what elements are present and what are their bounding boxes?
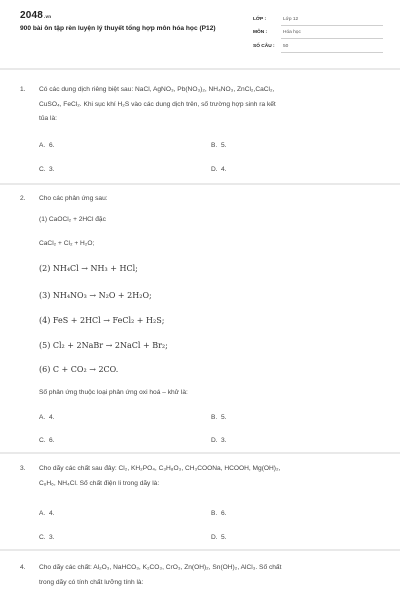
- class-value: Lớp 12: [283, 17, 299, 22]
- reaction-5: (5) Cl₂ + 2NaBr → 2NaCl + Br₂;: [39, 341, 168, 350]
- question-text-line: Cho dãy các chất sau đây: Cl₂, KH₂PO₄, C₃H₈O₃, CH₃COONa, HCOOH, Mg(OH)₂,: [39, 465, 281, 472]
- question-1: [20, 86, 382, 180]
- question-text: [39, 462, 382, 491]
- option-letter: B.: [211, 414, 218, 421]
- option-value: 5.: [221, 414, 227, 421]
- question-intro: Cho các phản ứng sau:: [39, 195, 108, 202]
- option-b[interactable]: [211, 142, 227, 149]
- option-value: 5.: [221, 142, 227, 149]
- option-b[interactable]: [211, 510, 227, 517]
- option-b[interactable]: [211, 414, 227, 421]
- question-number: 4.: [20, 564, 26, 571]
- subject-label: MÔN :: [253, 30, 268, 35]
- option-value: 3.: [221, 437, 227, 444]
- option-letter: A.: [39, 142, 46, 149]
- reaction-1-products: CaCl₂ + Cl₂ + H₂O;: [39, 240, 95, 247]
- question-text-line: CuSO₄, FeCl₂. Khi sục khí H₂S vào các dung dịch trên, số trường hợp sinh ra kết: [39, 100, 276, 108]
- question-3: [20, 465, 382, 545]
- logo-text: 2048: [20, 10, 44, 21]
- option-letter: B.: [211, 510, 218, 517]
- question-text-line: trong dãy có tính chất lưỡng tính là:: [39, 578, 144, 586]
- question-4: [20, 564, 382, 598]
- option-value: 4.: [221, 166, 227, 173]
- option-a[interactable]: [39, 414, 55, 421]
- reaction-2: (2) NH₄Cl → NH₃ + HCl;: [39, 264, 138, 273]
- reaction-6: (6) C + CO₂ → 2CO.: [39, 365, 119, 374]
- class-label: LỚP :: [253, 17, 267, 22]
- question-number: 3.: [20, 465, 26, 472]
- option-value: 3.: [49, 534, 55, 541]
- option-value: 6.: [49, 437, 55, 444]
- reaction-1: (1) CaOCl₂ + 2HCl đặc: [39, 216, 106, 223]
- subject-underline: [281, 38, 383, 39]
- option-letter: C.: [39, 166, 46, 173]
- option-value: 6.: [221, 510, 227, 517]
- class-field: [253, 17, 383, 27]
- class-underline: [281, 25, 383, 26]
- option-letter: A.: [39, 414, 46, 421]
- question-count-value: 50: [283, 44, 289, 49]
- question-text-line: C₆H₆, NH₄Cl. Số chất điện li trong dãy là:: [39, 479, 160, 487]
- question-text-line: Có các dung dịch riêng biệt sau: NaCl, AgNO₃, Pb(NO₃)₂, NH₄NO₃, ZnCl₂,CaCl₂,: [39, 86, 275, 93]
- option-value: 5.: [221, 534, 227, 541]
- page-title: 900 bài ôn tập rèn luyện lý thuyết tổng hợp môn hóa học (P12): [20, 25, 216, 32]
- reaction-3: (3) NH₄NO₃ → N₂O + 2H₂O;: [39, 291, 152, 300]
- question-text-line: tủa là:: [39, 115, 57, 122]
- option-letter: B.: [211, 142, 218, 149]
- question-count-field: [253, 44, 383, 54]
- option-letter: A.: [39, 510, 46, 517]
- question-count-underline: [281, 52, 383, 53]
- subject-value: Hóa học: [283, 30, 301, 35]
- logo-suffix: .vn: [44, 14, 52, 19]
- option-value: 4.: [49, 510, 55, 517]
- question-2: [20, 195, 382, 445]
- option-a[interactable]: [39, 142, 55, 149]
- header-divider: [0, 68, 400, 70]
- question-text: [39, 83, 382, 127]
- question-divider: [0, 183, 400, 185]
- option-letter: D.: [211, 166, 218, 173]
- option-value: 4.: [49, 414, 55, 421]
- question-count-label: SỐ CÂU :: [253, 44, 275, 49]
- question-number: 2.: [20, 195, 26, 202]
- worksheet-header: [0, 0, 400, 66]
- option-letter: C.: [39, 437, 46, 444]
- site-logo[interactable]: [20, 10, 51, 21]
- option-c[interactable]: [39, 166, 55, 173]
- option-value: 3.: [49, 166, 55, 173]
- option-c[interactable]: [39, 534, 55, 541]
- option-d[interactable]: [211, 166, 227, 173]
- reaction-4: (4) FeS + 2HCl → FeCl₂ + H₂S;: [39, 316, 165, 325]
- option-d[interactable]: [211, 534, 227, 541]
- subject-field: [253, 30, 383, 40]
- option-letter: D.: [211, 534, 218, 541]
- option-letter: D.: [211, 437, 218, 444]
- question-text: [39, 561, 382, 590]
- question-number: 1.: [20, 86, 26, 93]
- option-d[interactable]: [211, 437, 227, 444]
- question-text-line: Cho dãy các chất: Al₂O₃, NaHCO₃, K₂CO₃, CrO₃, Zn(OH)₂, Sn(OH)₂, AlCl₃. Số chất: [39, 564, 282, 571]
- option-value: 6.: [49, 142, 55, 149]
- option-a[interactable]: [39, 510, 55, 517]
- option-letter: C.: [39, 534, 46, 541]
- option-c[interactable]: [39, 437, 55, 444]
- question-divider: [0, 549, 400, 551]
- question-text: Số phản ứng thuộc loại phản ứng oxi hoá – khử là:: [39, 389, 188, 396]
- question-divider: [0, 452, 400, 454]
